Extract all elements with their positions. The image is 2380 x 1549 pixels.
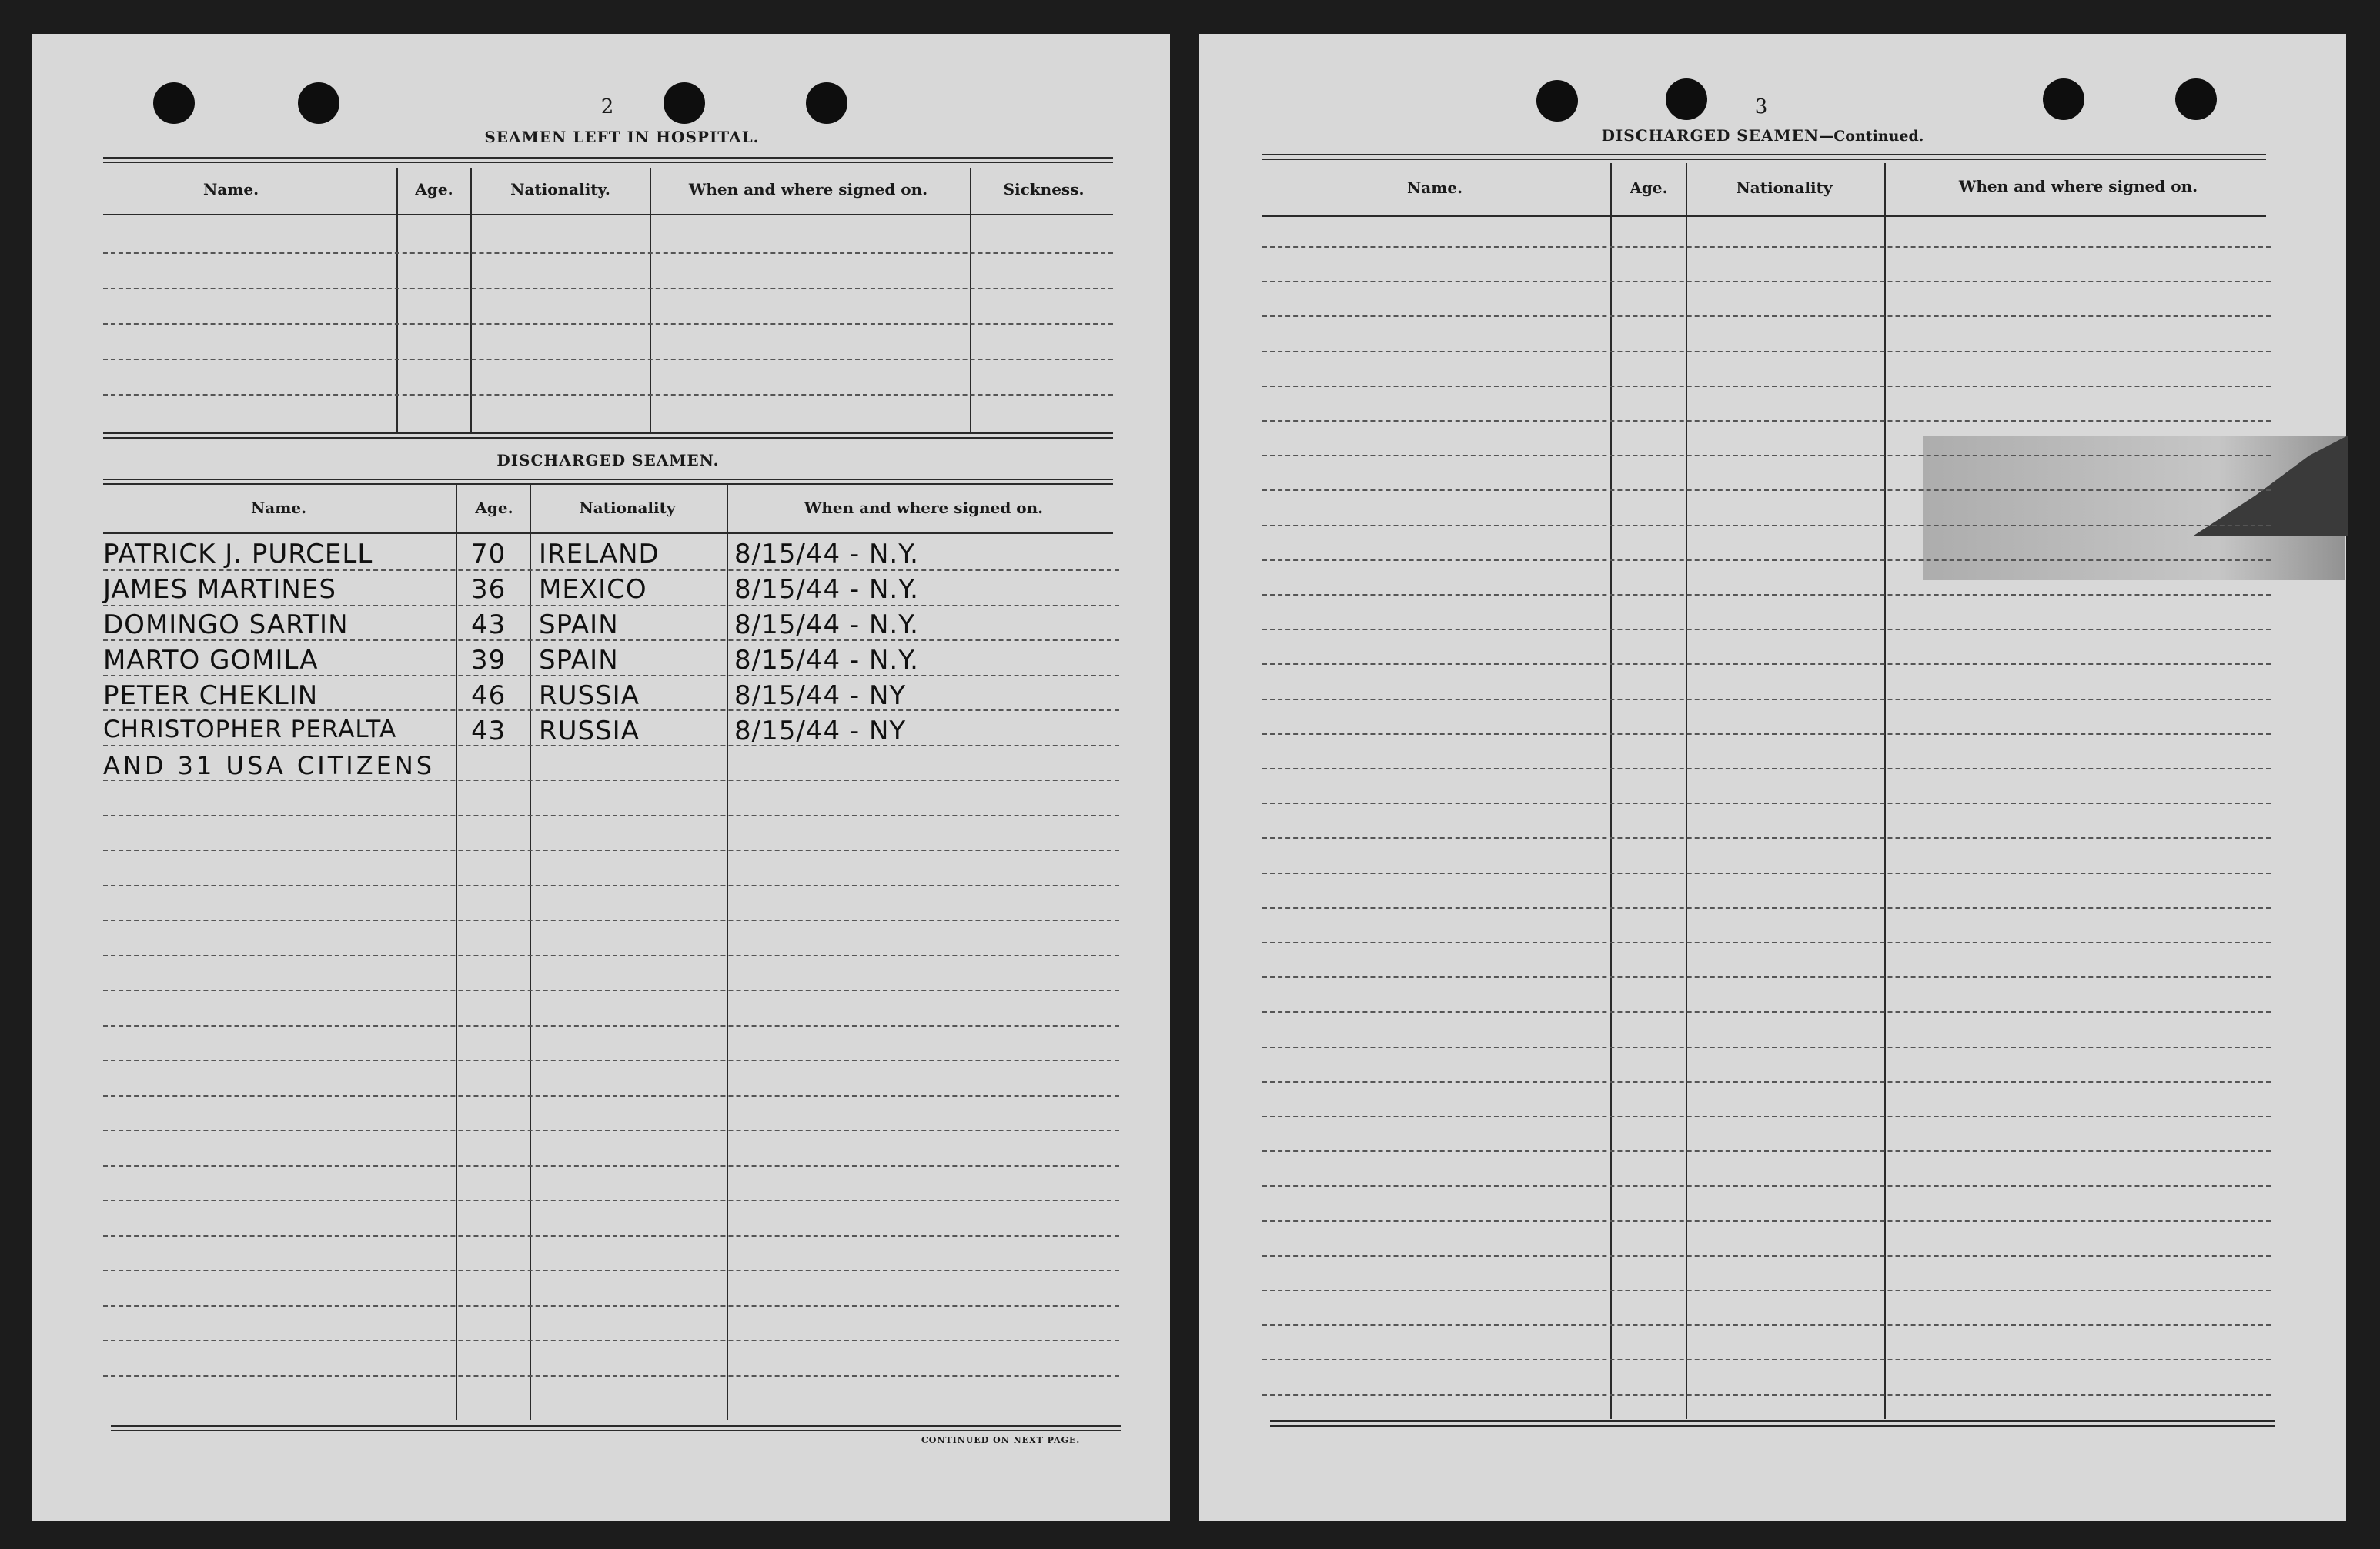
page-number: 2 xyxy=(600,95,614,119)
entry-line xyxy=(103,815,1119,816)
entry-line xyxy=(103,1340,1119,1341)
rule xyxy=(103,532,1113,534)
column-header-nationality: Nationality. xyxy=(510,180,610,199)
entry-line xyxy=(1262,837,2271,839)
punch-hole xyxy=(1666,78,1707,120)
entry-line xyxy=(103,1200,1119,1201)
entry-line xyxy=(1262,976,2271,978)
entry-line xyxy=(1262,281,2271,282)
column-header-name: Name. xyxy=(250,499,307,517)
column-header-age: Age. xyxy=(1630,179,1668,197)
entry-line xyxy=(1262,768,2271,769)
rule xyxy=(111,1425,1121,1431)
entry-name: PATRICK J. PURCELL xyxy=(103,539,373,569)
entry-line xyxy=(1262,1116,2271,1117)
entry-line xyxy=(1262,942,2271,943)
entry-line xyxy=(103,323,1113,325)
entry-line xyxy=(1262,733,2271,735)
entry-line xyxy=(1262,1359,2271,1360)
entry-nationality: SPAIN xyxy=(539,609,619,640)
rule xyxy=(1262,215,2266,217)
punch-hole xyxy=(2175,78,2217,120)
entry-line xyxy=(103,1270,1119,1271)
entry-line xyxy=(1262,351,2271,352)
entry-line xyxy=(1262,1011,2271,1013)
entry-line xyxy=(1262,1081,2271,1083)
punch-hole xyxy=(153,82,195,124)
entry-line xyxy=(103,955,1119,956)
entry-age: 43 xyxy=(471,716,506,746)
page-footer: CONTINUED ON NEXT PAGE. xyxy=(921,1435,1081,1445)
entry-age: 46 xyxy=(471,680,506,711)
entry-signed-on: 8/15/44 - N.Y. xyxy=(734,574,919,605)
entry-line xyxy=(1262,246,2271,248)
column-divider xyxy=(530,485,531,1420)
column-header-nationality: Nationality xyxy=(1736,179,1833,197)
column-header-signed-on: When and where signed on. xyxy=(688,180,928,199)
column-header-age: Age. xyxy=(415,180,453,199)
entry-line xyxy=(103,1025,1119,1027)
entry-name: DOMINGO SARTIN xyxy=(103,609,349,640)
column-header-name: Name. xyxy=(202,180,259,199)
entry-line xyxy=(1262,1290,2271,1291)
entry-line xyxy=(103,850,1119,851)
entry-line xyxy=(1262,489,2271,491)
entry-line xyxy=(1262,1255,2271,1257)
entry-line xyxy=(1262,1185,2271,1187)
entry-signed-on: 8/15/44 - NY xyxy=(734,680,907,711)
entry-line xyxy=(103,1130,1119,1131)
rule xyxy=(103,479,1113,485)
rule xyxy=(103,432,1113,439)
entry-line xyxy=(103,1305,1119,1307)
entry-line xyxy=(103,990,1119,991)
entry-line xyxy=(103,394,1113,396)
column-header-signed-on: When and where signed on. xyxy=(804,499,1044,517)
entry-line xyxy=(1262,594,2271,596)
punch-hole xyxy=(2043,78,2084,120)
entry-line xyxy=(1262,420,2271,422)
punch-hole xyxy=(298,82,339,124)
punch-hole xyxy=(806,82,847,124)
entry-line xyxy=(1262,803,2271,804)
entry-line xyxy=(1262,907,2271,909)
column-header-name: Name. xyxy=(1406,179,1463,197)
entry-nationality: MEXICO xyxy=(539,574,647,605)
column-header-signed-on: When and where signed on. xyxy=(1958,177,2198,195)
entry-line xyxy=(103,920,1119,921)
rule xyxy=(103,214,1113,215)
entry-line xyxy=(1262,386,2271,387)
column-header-nationality: Nationality xyxy=(579,499,676,517)
punch-hole xyxy=(664,82,705,124)
entry-nationality: SPAIN xyxy=(539,645,619,676)
column-divider xyxy=(727,485,728,1420)
section-title-hospital: SEAMEN LEFT IN HOSPITAL. xyxy=(484,128,760,146)
entry-line xyxy=(1262,873,2271,874)
entry-nationality: RUSSIA xyxy=(539,680,640,711)
entry-line xyxy=(1262,1220,2271,1222)
rule xyxy=(103,157,1113,163)
section-title-suffix: —Continued. xyxy=(1819,128,1924,145)
entry-line xyxy=(1262,1047,2271,1048)
entry-line xyxy=(103,288,1113,289)
punch-hole xyxy=(1536,80,1578,122)
section-title-discharged: DISCHARGED SEAMEN. xyxy=(496,451,720,469)
entry-line xyxy=(1262,1324,2271,1326)
rule xyxy=(1270,1420,2275,1427)
entry-line xyxy=(1262,1150,2271,1152)
entry-signed-on: 8/15/44 - N.Y. xyxy=(734,645,919,676)
entry-signed-on: 8/15/44 - N.Y. xyxy=(734,609,919,640)
entry-line xyxy=(1262,1394,2271,1396)
entry-name: PETER CHEKLIN xyxy=(103,680,319,711)
entry-name: MARTO GOMILA xyxy=(103,645,319,676)
entry-signed-on: 8/15/44 - NY xyxy=(734,716,907,746)
entry-nationality: IRELAND xyxy=(539,539,660,569)
column-header-age: Age. xyxy=(475,499,513,517)
entry-line xyxy=(103,569,1119,571)
entry-line xyxy=(1262,455,2271,456)
entry-line xyxy=(103,1060,1119,1061)
entry-age: 43 xyxy=(471,609,506,640)
entry-line xyxy=(1262,315,2271,317)
right-page xyxy=(1199,34,2346,1521)
entry-age: 36 xyxy=(471,574,506,605)
entry-line xyxy=(103,1095,1119,1097)
entry-line xyxy=(103,885,1119,886)
entry-name: CHRISTOPHER PERALTA xyxy=(103,716,397,743)
entry-line xyxy=(103,1235,1119,1237)
entry-note: AND 31 USA CITIZENS xyxy=(103,751,436,780)
entry-line xyxy=(103,1165,1119,1167)
entry-line xyxy=(1262,699,2271,700)
entry-signed-on: 8/15/44 - N.Y. xyxy=(734,539,919,569)
column-divider xyxy=(456,485,457,1420)
entry-nationality: RUSSIA xyxy=(539,716,640,746)
column-header-sickness: Sickness. xyxy=(1003,180,1085,199)
page-number: 3 xyxy=(1754,95,1768,119)
section-title-text: DISCHARGED SEAMEN xyxy=(1601,126,1820,145)
entry-line xyxy=(1262,559,2271,561)
entry-age: 70 xyxy=(471,539,506,569)
section-title-discharged-continued xyxy=(1602,126,1924,145)
entry-name: JAMES MARTINES xyxy=(103,574,336,605)
rule xyxy=(1262,154,2266,160)
entry-line xyxy=(1262,629,2271,630)
entry-line xyxy=(103,252,1113,254)
entry-line xyxy=(1262,525,2271,526)
entry-line xyxy=(103,359,1113,360)
entry-age: 39 xyxy=(471,645,506,676)
entry-line xyxy=(1262,663,2271,665)
entry-line xyxy=(103,1375,1119,1377)
